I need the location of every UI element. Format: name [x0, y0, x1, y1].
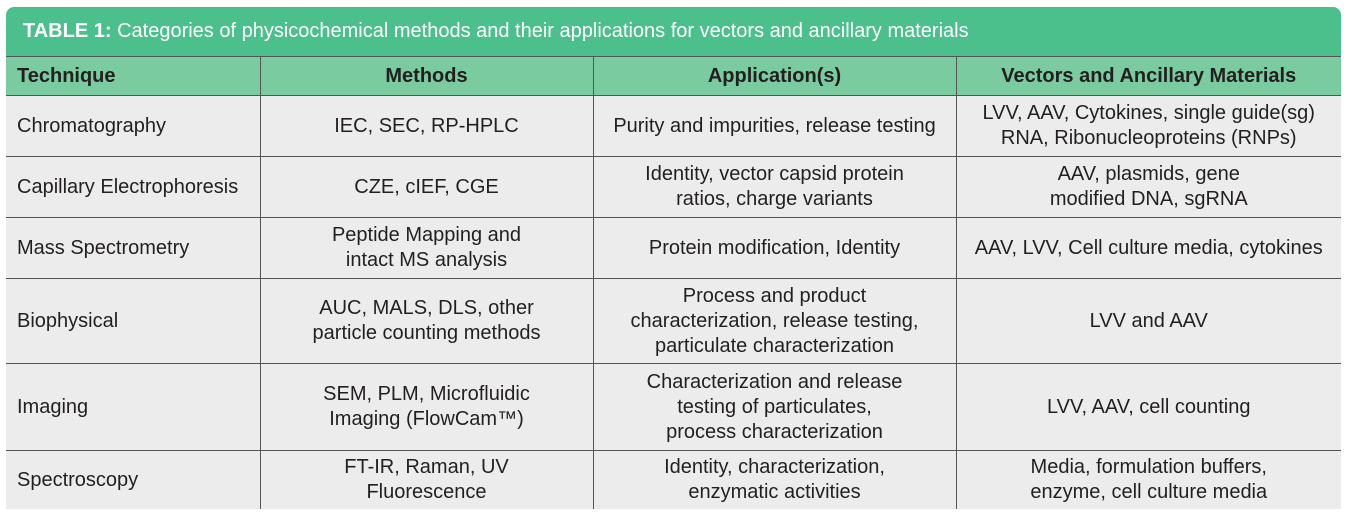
- cell-applications: Characterization and release testing of particulates, process characterization: [593, 364, 956, 451]
- cell-technique: Biophysical: [6, 279, 260, 364]
- cell-technique: Chromatography: [6, 96, 260, 157]
- cell-technique: Mass Spectrometry: [6, 218, 260, 279]
- cell-methods: AUC, MALS, DLS, other particle counting methods: [260, 279, 593, 364]
- table-title: [6, 7, 1341, 56]
- cell-methods: CZE, cIEF, CGE: [260, 157, 593, 218]
- cell-materials: AAV, LVV, Cell culture media, cytokines: [956, 218, 1341, 279]
- table-row: [6, 451, 1341, 510]
- cell-applications: Identity, vector capsid protein ratios, charge variants: [593, 157, 956, 218]
- cell-technique: Imaging: [6, 364, 260, 451]
- cell-methods: SEM, PLM, Microfluidic Imaging (FlowCam™): [260, 364, 593, 451]
- cell-technique: Spectroscopy: [6, 451, 260, 510]
- header-materials: Vectors and Ancillary Materials: [956, 57, 1341, 96]
- cell-methods: IEC, SEC, RP-HPLC: [260, 96, 593, 157]
- cell-methods: Peptide Mapping and intact MS analysis: [260, 218, 593, 279]
- header-technique: Technique: [6, 57, 260, 96]
- cell-materials: LVV, AAV, Cytokines, single guide(sg) RNA, Ribonucleoproteins (RNPs): [956, 96, 1341, 157]
- table-row: [6, 157, 1341, 218]
- table-row: [6, 218, 1341, 279]
- cell-materials: LVV, AAV, cell counting: [956, 364, 1341, 451]
- table-row: [6, 364, 1341, 451]
- cell-applications: Protein modification, Identity: [593, 218, 956, 279]
- cell-materials: Media, formulation buffers, enzyme, cell culture media: [956, 451, 1341, 510]
- table-title-prefix: TABLE 1:: [23, 20, 112, 42]
- cell-applications: Purity and impurities, release testing: [593, 96, 956, 157]
- cell-applications: Process and product characterization, release testing, particulate characterization: [593, 279, 956, 364]
- physicochemical-methods-table: [6, 7, 1341, 513]
- cell-materials: AAV, plasmids, gene modified DNA, sgRNA: [956, 157, 1341, 218]
- header-row: [6, 57, 1341, 96]
- table-row: [6, 279, 1341, 364]
- table-title-text: Categories of physicochemical methods and their applications for vectors and ancillary materials: [111, 20, 969, 42]
- cell-applications: Identity, characterization, enzymatic activities: [593, 451, 956, 510]
- cell-methods: FT-IR, Raman, UV Fluorescence: [260, 451, 593, 510]
- table-row: [6, 96, 1341, 157]
- cell-technique: Capillary Electrophoresis: [6, 157, 260, 218]
- data-table: [6, 56, 1341, 509]
- header-methods: Methods: [260, 57, 593, 96]
- cell-materials: LVV and AAV: [956, 279, 1341, 364]
- header-applications: Application(s): [593, 57, 956, 96]
